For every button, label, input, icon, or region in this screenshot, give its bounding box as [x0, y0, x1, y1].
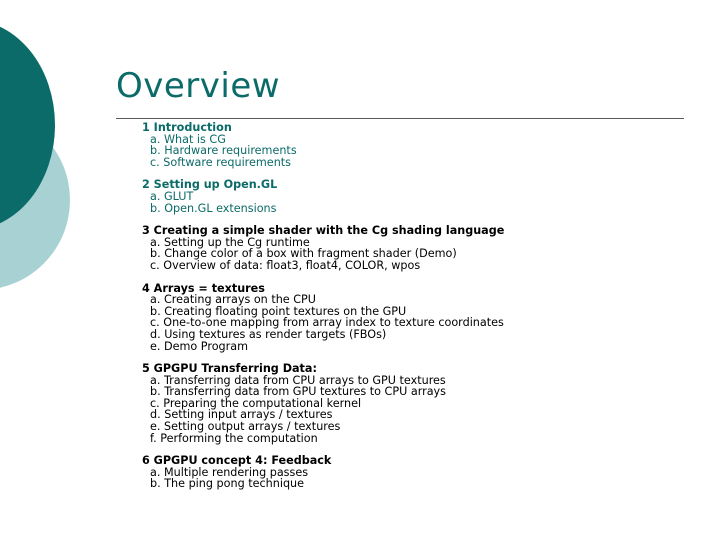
- section-item: b. Hardware requirements: [150, 144, 297, 158]
- section-3: [142, 225, 702, 271]
- section-item: a. GLUT: [150, 189, 194, 203]
- slide-title: Overview: [116, 66, 281, 106]
- section-item: e. Setting output arrays / textures: [150, 420, 341, 434]
- section-item: b. Change color of a box with fragment shader (Demo): [150, 247, 457, 261]
- section-heading: 5 GPGPU Transferring Data:: [142, 362, 317, 376]
- section-5: [142, 363, 702, 444]
- section-item: c. Software requirements: [150, 155, 291, 169]
- section-item: a. What is CG: [150, 132, 226, 146]
- section-1: [142, 122, 702, 168]
- section-item: f. Performing the computation: [150, 431, 318, 445]
- section-item: c. Overview of data: float3, float4, COLOR, wpos: [150, 258, 421, 272]
- section-item: b. Open.GL extensions: [150, 201, 277, 215]
- section-item: b. Transferring data from GPU textures to CPU arrays: [150, 385, 447, 399]
- section-item: c. Preparing the computational kernel: [150, 396, 362, 410]
- section-heading: 4 Arrays = textures: [142, 281, 265, 295]
- section-heading: 2 Setting up Open.GL: [142, 178, 278, 192]
- section-item: b. The ping pong technique: [150, 477, 305, 491]
- section-item: a. Setting up the Cg runtime: [150, 235, 310, 249]
- section-4: [142, 283, 702, 353]
- section-item: d. Using textures as render targets (FBOs): [150, 327, 387, 341]
- section-6: [142, 455, 702, 490]
- section-heading: 6 GPGPU concept 4: Feedback: [142, 454, 332, 468]
- section-item: e. Demo Program: [150, 339, 248, 353]
- section-item: a. Transferring data from CPU arrays to GPU textures: [150, 373, 446, 387]
- title-divider: [116, 118, 684, 119]
- outline-list: [142, 122, 702, 501]
- section-item: d. Setting input arrays / textures: [150, 408, 333, 422]
- section-heading: 3 Creating a simple shader with the Cg shading language: [142, 224, 505, 238]
- section-item: c. One-to-one mapping from array index to texture coordinates: [150, 316, 504, 330]
- section-item: a. Creating arrays on the CPU: [150, 293, 316, 307]
- section-heading: 1 Introduction: [142, 121, 232, 134]
- section-item: a. Multiple rendering passes: [150, 465, 309, 479]
- section-2: [142, 179, 702, 214]
- section-item: b. Creating floating point textures on the GPU: [150, 304, 407, 318]
